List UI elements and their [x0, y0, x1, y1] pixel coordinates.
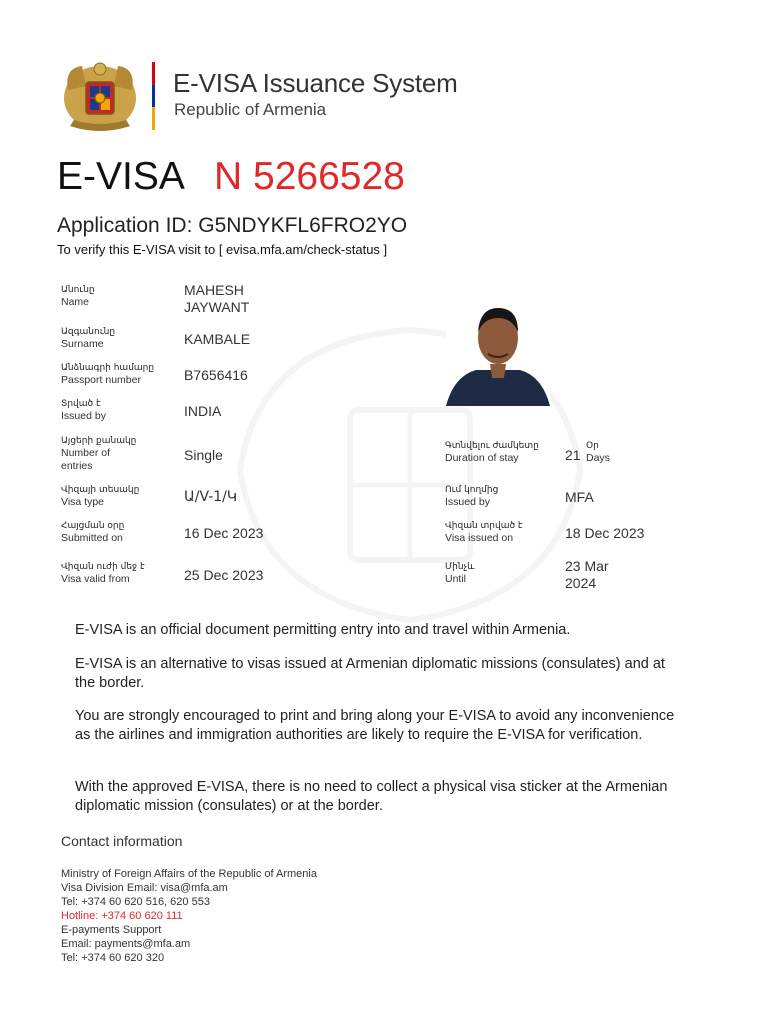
- field-entries-value: Single: [184, 447, 223, 463]
- info-paragraph-2: E-VISA is an alternative to visas issued at Armenian diplomatic missions (consulates) and at the border.: [75, 656, 665, 691]
- field-issued-on-value: 18 Dec 2023: [565, 525, 645, 541]
- field-issuer-value: MFA: [565, 489, 594, 505]
- field-entries-label: Այցերի քանակը Number of entries: [61, 436, 137, 472]
- field-surname-label: Ազգանունը Surname: [61, 327, 116, 350]
- field-issued-on-label: Վիզան տրված է Visa issued on: [445, 521, 523, 544]
- info-paragraph-4: With the approved E-VISA, there is no need to collect a physical visa sticker at the Armenian diplomatic mission (consulates) or at the border.: [75, 779, 668, 814]
- contact-payments-email: Email: payments@mfa.am: [61, 938, 191, 950]
- applicant-photo: [446, 294, 550, 406]
- field-valid-from-label: Վիզան ուժի մեջ է Visa valid from: [61, 562, 145, 585]
- contact-epayments: E-payments Support: [61, 924, 162, 936]
- field-name-label: Անունը Name: [61, 285, 95, 308]
- field-duration-label: Գտնվելու ժամկետը Duration of stay: [445, 441, 539, 464]
- evisa-label: E-VISA: [57, 155, 185, 198]
- field-duration-value: 21: [565, 447, 581, 463]
- contact-payments-tel: Tel: +374 60 620 320: [61, 952, 165, 964]
- armenian-flag-bar: [152, 62, 155, 130]
- field-until-value: 23 Mar 2024: [565, 558, 609, 591]
- contact-hotline: Hotline: +374 60 620 111: [61, 910, 183, 922]
- field-visa-type-value: Ա/V-1/Կ: [184, 489, 238, 505]
- field-valid-from-value: 25 Dec 2023: [184, 567, 264, 583]
- field-passport-label: Անձնագրի համարը Passport number: [61, 363, 155, 386]
- field-issued-by-label: Տրված է Issued by: [61, 399, 106, 422]
- field-issued-by-value: INDIA: [184, 403, 222, 419]
- field-submitted-label: Հայցման օրը Submitted on: [61, 521, 125, 544]
- field-duration-unit: Օր Days: [586, 441, 610, 464]
- info-paragraph-1: E-VISA is an official document permitting entry into and travel within Armenia.: [75, 622, 571, 638]
- field-issuer-label: Ում կողմից Issued by: [445, 485, 499, 508]
- armenia-coat-of-arms-logo: [60, 60, 140, 134]
- field-passport-value: B7656416: [184, 367, 248, 383]
- system-subtitle: Republic of Armenia: [174, 100, 327, 119]
- field-visa-type-label: Վիզայի տեսակը Visa type: [61, 485, 140, 508]
- info-paragraph-3: You are strongly encouraged to print and bring along your E-VISA to avoid any inconvenience as the airlines and immigration authorities are likely to require the E-VISA for verification.: [75, 708, 675, 743]
- verify-instructions: To verify this E-VISA visit to [ evisa.mfa.am/check-status ]: [57, 242, 388, 257]
- contact-tel: Tel: +374 60 620 516, 620 553: [61, 896, 210, 908]
- field-surname-value: KAMBALE: [184, 331, 251, 347]
- contact-title: Contact information: [61, 833, 183, 849]
- field-name-value: MAHESH JAYWANT: [184, 282, 250, 315]
- field-until-label: Մինչև Until: [445, 562, 475, 585]
- contact-visa-email: Visa Division Email: visa@mfa.am: [61, 882, 228, 894]
- evisa-number: N 5266528: [214, 155, 405, 198]
- field-submitted-value: 16 Dec 2023: [184, 525, 264, 541]
- contact-ministry: Ministry of Foreign Affairs of the Republic of Armenia: [61, 868, 317, 880]
- coat-of-arms-watermark: [200, 300, 620, 640]
- system-title: E-VISA Issuance System: [173, 68, 458, 98]
- application-id: Application ID: G5NDYKFL6FRO2YO: [57, 214, 408, 237]
